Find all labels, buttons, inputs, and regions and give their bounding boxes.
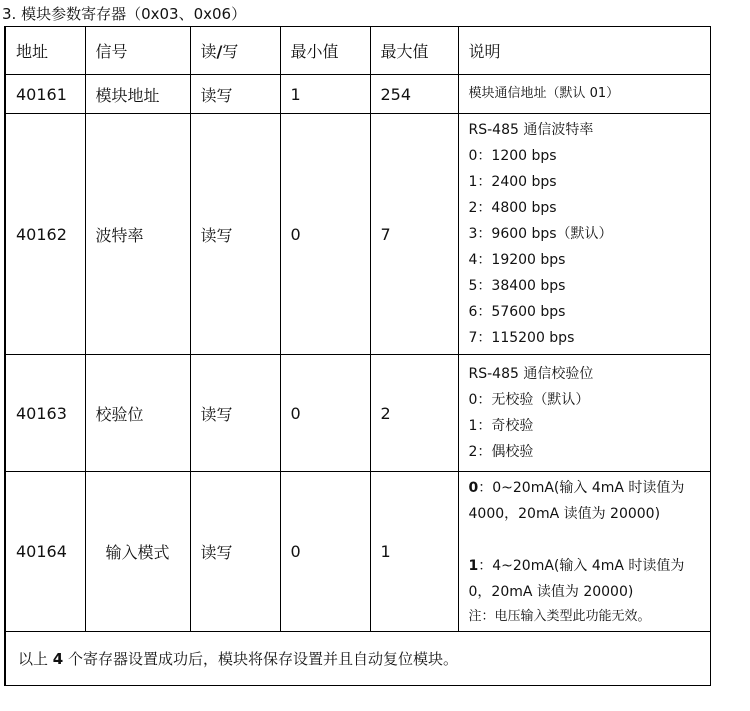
- cell-rw: 读写: [190, 355, 280, 472]
- cell-desc: [458, 114, 710, 355]
- cell-rw: 读写: [190, 114, 280, 355]
- mode-text: ：4~20mA(输入 4mA 时读值为: [478, 557, 685, 574]
- header-rw-separator: /: [216, 42, 223, 61]
- desc-line: 0：无校验（默认）: [468, 392, 590, 408]
- cell-rw: 读写: [190, 75, 280, 114]
- mode-number: 0: [468, 479, 479, 496]
- desc-line: 7：115200 bps: [468, 330, 575, 346]
- desc-spacer: [469, 527, 710, 553]
- desc-line: RS-485 通信波特率: [468, 122, 594, 138]
- cell-desc: [458, 472, 710, 632]
- cell-max: 2: [370, 355, 458, 472]
- cell-address: 40161: [5, 75, 85, 114]
- cell-signal: 校验位: [85, 355, 190, 472]
- desc-line: 6：57600 bps: [468, 304, 566, 320]
- cell-min: 0: [280, 355, 370, 472]
- desc-line: 5：38400 bps: [468, 278, 566, 294]
- table-row: [5, 75, 710, 114]
- cell-address: 40162: [5, 114, 85, 355]
- register-table: [4, 26, 711, 686]
- cell-min: 0: [280, 114, 370, 355]
- desc-line: 4000，20mA 读值为 20000): [468, 505, 661, 522]
- cell-max: 7: [370, 114, 458, 355]
- desc-line: 0：1200 bps: [468, 148, 557, 164]
- desc-line: [469, 553, 710, 579]
- cell-signal-text: 输入模式: [105, 543, 170, 562]
- cell-desc: [458, 75, 710, 114]
- footer-prefix: 以上: [18, 650, 53, 668]
- cell-address: 40163: [5, 355, 85, 472]
- desc-line: RS-485 通信校验位: [468, 366, 594, 382]
- desc-line: 1：2400 bps: [468, 174, 557, 190]
- table-row: [5, 472, 710, 632]
- desc-line: 0，20mA 读值为 20000): [468, 583, 634, 600]
- table-row: [5, 114, 710, 355]
- cell-min: 1: [280, 75, 370, 114]
- desc-line: [469, 475, 710, 501]
- footer-count: 4: [52, 650, 64, 668]
- header-max: 最大值: [370, 27, 458, 75]
- desc-line: 2：偶校验: [468, 444, 534, 460]
- cell-max: 1: [370, 472, 458, 632]
- header-rw: [190, 27, 280, 75]
- table-row: [5, 355, 710, 472]
- cell-address: 40164: [5, 472, 85, 632]
- footer-row: [5, 632, 710, 686]
- cell-signal: [85, 472, 190, 632]
- cell-signal: 波特率: [85, 114, 190, 355]
- mode-text: ：0~20mA(输入 4mA 时读值为: [478, 479, 685, 496]
- cell-min: 0: [280, 472, 370, 632]
- cell-rw: 读写: [190, 472, 280, 632]
- section-title: 3. 模块参数寄存器（0x03、0x06）: [2, 5, 247, 23]
- desc-note: 注：电压输入类型此功能无效。: [468, 608, 651, 624]
- header-signal: 信号: [85, 27, 190, 75]
- desc-line: 模块通信地址（默认 01）: [468, 86, 620, 101]
- cell-max: 254: [370, 75, 458, 114]
- header-row: [5, 27, 710, 75]
- header-desc: 说明: [458, 27, 710, 75]
- cell-desc: [458, 355, 710, 472]
- footer-suffix: 个寄存器设置成功后，模块将保存设置并且自动复位模块。: [63, 650, 458, 668]
- header-min: 最小值: [280, 27, 370, 75]
- header-rw-read: 读: [200, 42, 217, 61]
- desc-line: 2：4800 bps: [468, 200, 557, 216]
- mode-number: 1: [468, 557, 479, 574]
- header-rw-write: 写: [222, 42, 239, 61]
- cell-signal: 模块地址: [85, 75, 190, 114]
- footer-note: [5, 632, 710, 686]
- desc-line: 4：19200 bps: [468, 252, 566, 268]
- desc-line: 1：奇校验: [468, 418, 534, 434]
- desc-line: 3：9600 bps（默认）: [468, 226, 613, 242]
- header-address: 地址: [5, 27, 85, 75]
